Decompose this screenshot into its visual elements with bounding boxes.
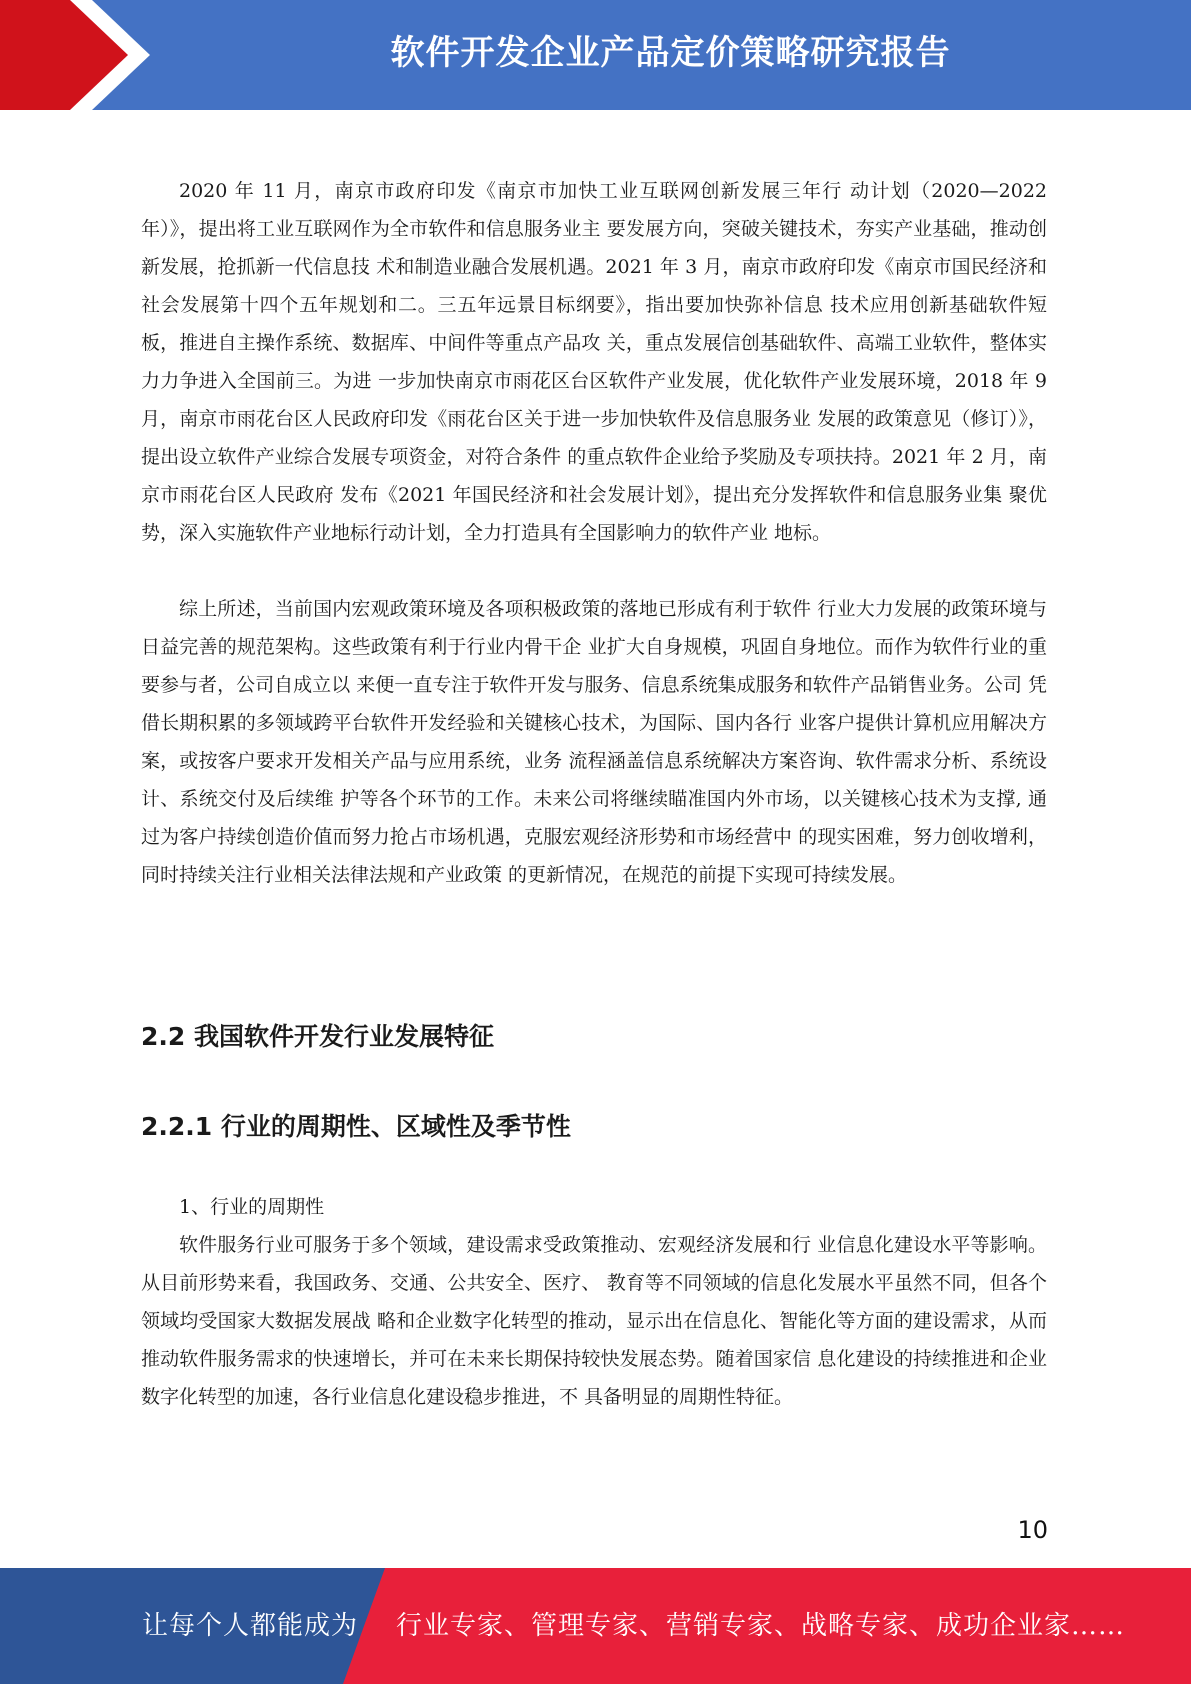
footer-slogan-right: 行业专家、管理专家、营销专家、战略专家、成功企业家……: [396, 1611, 1126, 1641]
page-number: 10: [1017, 1516, 1048, 1544]
paragraph-policy: 2020 年 11 月，南京市政府印发《南京市加快工业互联网创新发展三年行 动计划（2020—2022 年）》，提出将工业互联网作为全市软件和信息服务业主 要发展方向，突破关键技术，夯实产业基础，推动创新发展，抢抓新一代信息技 术和制造业融合发展机遇。2021 年 3 月，南京市政府印发《南京市国民经济和 社会发展第十四个五年规划和二。三五年远景目标纲要》，指出要加快弥补信息 技术应用创新基础软件短板，推进自主操作系统、数据库、中间件等重点产品攻 关，重点发展信创基础软件、高端工业软件，整体实力力争进入全国前三。为进 一步加快南京市雨花区台区软件产业发展，优化软件产业发展环境，2018 年 9 月，南京市雨花台区人民政府印发《雨花台区关于进一步加快软件及信息服务业 发展的政策意见（修订）》，提出设立软件产业综合发展专项资金，对符合条件 的重点软件企业给予奖励及专项扶持。2021 年 2 月，南京市雨花台区人民政府 发布《2021 年国民经济和社会发展计划》，提出充分发挥软件和信息服务业集 聚优势，深入实施软件产业地标行动计划，全力打造具有全国影响力的软件产业 地标。: [141, 180, 1047, 544]
body-content: [141, 172, 1047, 894]
item-heading: 1、行业的周期性: [179, 1196, 325, 1218]
footer-banner: [0, 1568, 1191, 1684]
header-banner: [0, 0, 1191, 110]
footer-slogan-left: 让每个人都能成为: [142, 1611, 359, 1641]
section-heading: 2.2 我国软件开发行业发展特征: [141, 1022, 494, 1051]
subsection-heading: 2.2.1 行业的周期性、区域性及季节性: [141, 1112, 571, 1141]
report-title: 软件开发企业产品定价策略研究报告: [390, 33, 951, 73]
paragraph-summary: 综上所述，当前国内宏观政策环境及各项积极政策的落地已形成有利于软件 行业大力发展的政策环境与日益完善的规范架构。这些政策有利于行业内骨干企 业扩大自身规模，巩固自身地位。而作为软件行业的重要参与者，公司自成立以 来便一直专注于软件开发与服务、信息系统集成服务和软件产品销售业务。公司 凭借长期积累的多领域跨平台软件开发经验和关键核心技术，为国际、国内各行 业客户提供计算机应用解决方案，或按客户要求开发相关产品与应用系统，业务 流程涵盖信息系统解决方案咨询、软件需求分析、系统设计、系统交付及后续维 护等各个环节的工作。未来公司将继续瞄准国内外市场，以关键核心技术为支撑, 通过为客户持续创造价值而努力抢占市场机遇，克服宏观经济形势和市场经营中 的现实困难，努力创收增利，同时持续关注行业相关法律法规和产业政策 的更新情况，在规范的前提下实现可持续发展。: [141, 598, 1047, 886]
item-paragraph: 软件服务行业可服务于多个领域，建设需求受政策推动、宏观经济发展和行 业信息化建设水平等影响。从目前形势来看，我国政务、交通、公共安全、医疗、 教育等不同领域的信息化发展水平虽然不同，但各个领域均受国家大数据发展战 略和企业数字化转型的推动，显示出在信息化、智能化等方面的建设需求，从而 推动软件服务需求的快速增长，并可在未来长期保持较快发展态势。随着国家信 息化建设的持续推进和企业数字化转型的加速，各行业信息化建设稳步推进，不 具备明显的周期性特征。: [141, 1234, 1047, 1408]
